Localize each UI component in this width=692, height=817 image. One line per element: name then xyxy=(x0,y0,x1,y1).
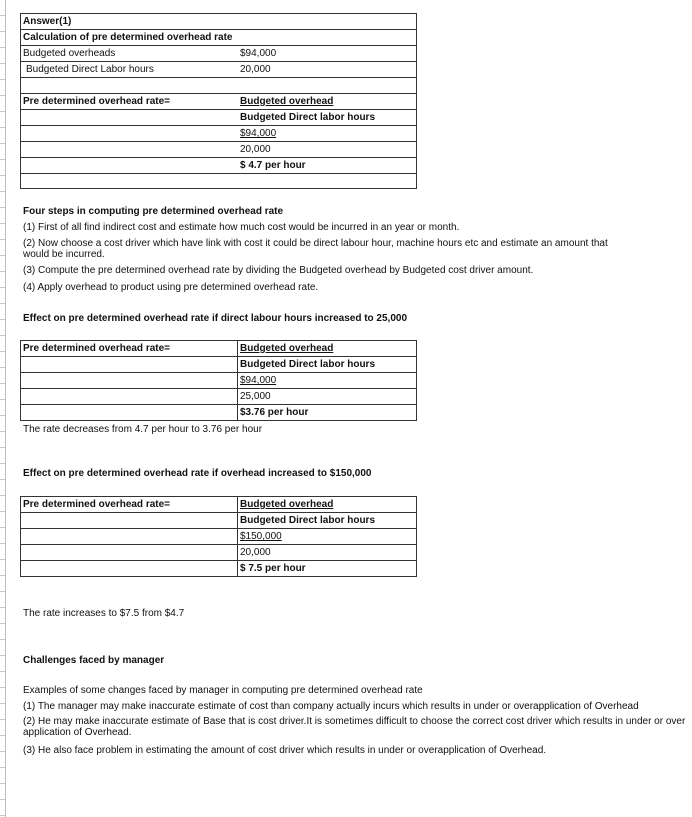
blank-row xyxy=(21,174,416,190)
numerator-label: Budgeted overhead xyxy=(240,96,334,107)
numerator-value: $94,000 xyxy=(240,128,277,139)
answer-row xyxy=(21,14,416,30)
effect2-numerator-label: Budgeted overhead xyxy=(240,499,334,510)
effect2-rate-row xyxy=(21,497,416,513)
effect1-denominator-row xyxy=(21,357,416,373)
budgeted-overheads-value: $94,000 xyxy=(240,48,277,59)
effect1-heading: Effect on pre determined overhead rate if direct labour hours increased to 25,000 xyxy=(23,313,408,324)
steps-heading: Four steps in computing pre determined overhead rate xyxy=(23,206,284,217)
effect2-result-row xyxy=(21,561,416,577)
overheads-row xyxy=(21,46,416,62)
step-1: (1) First of all find indirect cost and estimate how much cost would be incurred in an year or month. xyxy=(23,222,460,233)
effect2-heading: Effect on pre determined overhead rate if overhead increased to $150,000 xyxy=(23,468,372,479)
effect1-result: $3.76 per hour xyxy=(240,407,309,418)
rate-result: $ 4.7 per hour xyxy=(240,160,306,171)
effect1-rate-row xyxy=(21,341,416,357)
effect2-table xyxy=(20,496,417,577)
rate-label: Pre determined overhead rate= xyxy=(23,96,171,107)
budgeted-dlh-label: Budgeted Direct Labor hours xyxy=(26,64,154,75)
effect2-note: The rate increases to $7.5 from $4.7 xyxy=(23,608,185,619)
spacer-row xyxy=(21,78,416,94)
denominator-value: 20,000 xyxy=(240,144,271,155)
budgeted-dlh-value: 20,000 xyxy=(240,64,271,75)
effect1-numerator-label: Budgeted overhead xyxy=(240,343,334,354)
effect2-denominator-value-row xyxy=(21,545,416,561)
step-3: (3) Compute the pre determined overhead rate by dividing the Budgeted overhead by Budgeted cost driver amount. xyxy=(23,265,534,276)
effect1-table xyxy=(20,340,417,421)
challenge-1: (1) The manager may make inaccurate estimate of cost than company actually incurs which results in under or overapplication of Overhead xyxy=(23,701,639,712)
denominator-value-row xyxy=(21,142,416,158)
challenge-3: (3) He also face problem in estimating the amount of cost driver which results in under or overapplication of Overhead. xyxy=(23,745,547,756)
effect1-note: The rate decreases from 4.7 per hour to 3.76 per hour xyxy=(23,424,263,435)
row-gutter xyxy=(0,0,6,817)
effect2-rate-label: Pre determined overhead rate= xyxy=(23,499,171,510)
effect1-numerator-value-row xyxy=(21,373,416,389)
effect2-denominator-value: 20,000 xyxy=(240,547,271,558)
effect1-rate-label: Pre determined overhead rate= xyxy=(23,343,171,354)
answer-title: Answer(1) xyxy=(23,16,72,27)
effect2-numerator-value-row xyxy=(21,529,416,545)
effect1-denominator-value: 25,000 xyxy=(240,391,271,402)
denominator-label: Budgeted Direct labor hours xyxy=(240,112,376,123)
calculation-table xyxy=(20,13,417,189)
step-2: (2) Now choose a cost driver which have link with cost it could be direct labour hour, machine hours etc and estimate an amount that would be incurred. xyxy=(23,238,608,260)
result-row xyxy=(21,158,416,174)
challenges-heading: Challenges faced by manager xyxy=(23,655,165,666)
effect2-numerator-value: $150,000 xyxy=(240,531,282,542)
denominator-row xyxy=(21,110,416,126)
effect1-numerator-value: $94,000 xyxy=(240,375,277,386)
effect1-result-row xyxy=(21,405,416,421)
step-4: (4) Apply overhead to product using pre determined overhead rate. xyxy=(23,282,319,293)
calc-heading: Calculation of pre determined overhead rate xyxy=(23,32,233,43)
budgeted-overheads-label: Budgeted overheads xyxy=(23,48,116,59)
calc-heading-row xyxy=(21,30,416,46)
effect2-result: $ 7.5 per hour xyxy=(240,563,306,574)
dlh-row xyxy=(21,62,416,78)
rate-row xyxy=(21,94,416,110)
effect2-denominator-label: Budgeted Direct labor hours xyxy=(240,515,376,526)
challenge-2: (2) He may make inaccurate estimate of Base that is cost driver.It is sometimes difficult to choose the correct cost driver which results in under or over application of Overhead. xyxy=(23,716,686,738)
effect2-denominator-row xyxy=(21,513,416,529)
effect1-denominator-value-row xyxy=(21,389,416,405)
effect1-denominator-label: Budgeted Direct labor hours xyxy=(240,359,376,370)
numerator-value-row xyxy=(21,126,416,142)
challenges-intro: Examples of some changes faced by manager in computing pre determined overhead rate xyxy=(23,685,423,696)
